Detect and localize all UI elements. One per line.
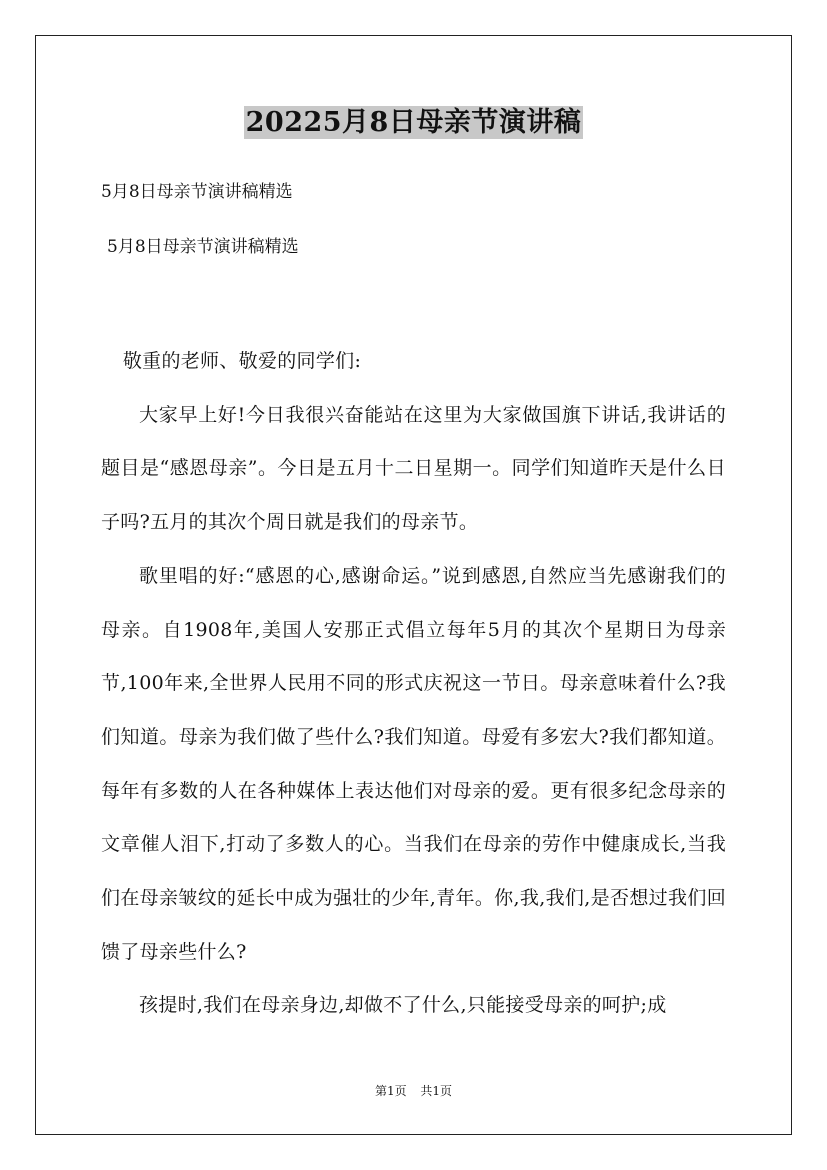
subtitle-2: 5月8日母亲节演讲稿精选 <box>107 237 299 257</box>
paragraph-2: 歌里唱的好:“感恩的心,感谢命运。”说到感恩,自然应当先感谢我们的母亲。自1908年,美国人安那正式倡立每年5月的其次个星期日为母亲节,100年来,全世界人民用不同的形式庆祝这一节日。母亲意味着什么?我们知道。母亲为我们做了些什么?我们知道。母爱有多宏大?我们都知道。每年有多数的人在各种媒体上表达他们对母亲的爱。更有很多纪念母亲的文章催人泪下,打动了多数人的心。当我们在母亲的劳作中健康成长,当我们在母亲皱纹的延长中成为强壮的少年,青年。你,我,我们,是否想过我们回馈了母亲些什么? <box>101 564 726 963</box>
page-number: 第1页 <box>374 1084 407 1098</box>
page-total: 共1页 <box>420 1084 453 1098</box>
subtitle-1: 5月8日母亲节演讲稿精选 <box>101 182 293 202</box>
document-title: 20225月8日母亲节演讲稿 <box>245 107 582 138</box>
document-body <box>101 335 726 1033</box>
paragraph-3: 孩提时,我们在母亲身边,却做不了什么,只能接受母亲的呵护;成 <box>139 994 667 1017</box>
salutation: 敬重的老师、敬爱的同学们: <box>122 350 362 372</box>
document-title-wrap <box>0 103 827 143</box>
page-footer <box>0 1083 827 1099</box>
paragraph-1: 大家早上好!今日我很兴奋能站在这里为大家做国旗下讲话,我讲话的题目是“感恩母亲”。今日是五月十二日星期一。同学们知道昨天是什么日子吗?五月的其次个周日就是我们的母亲节。 <box>101 403 726 534</box>
